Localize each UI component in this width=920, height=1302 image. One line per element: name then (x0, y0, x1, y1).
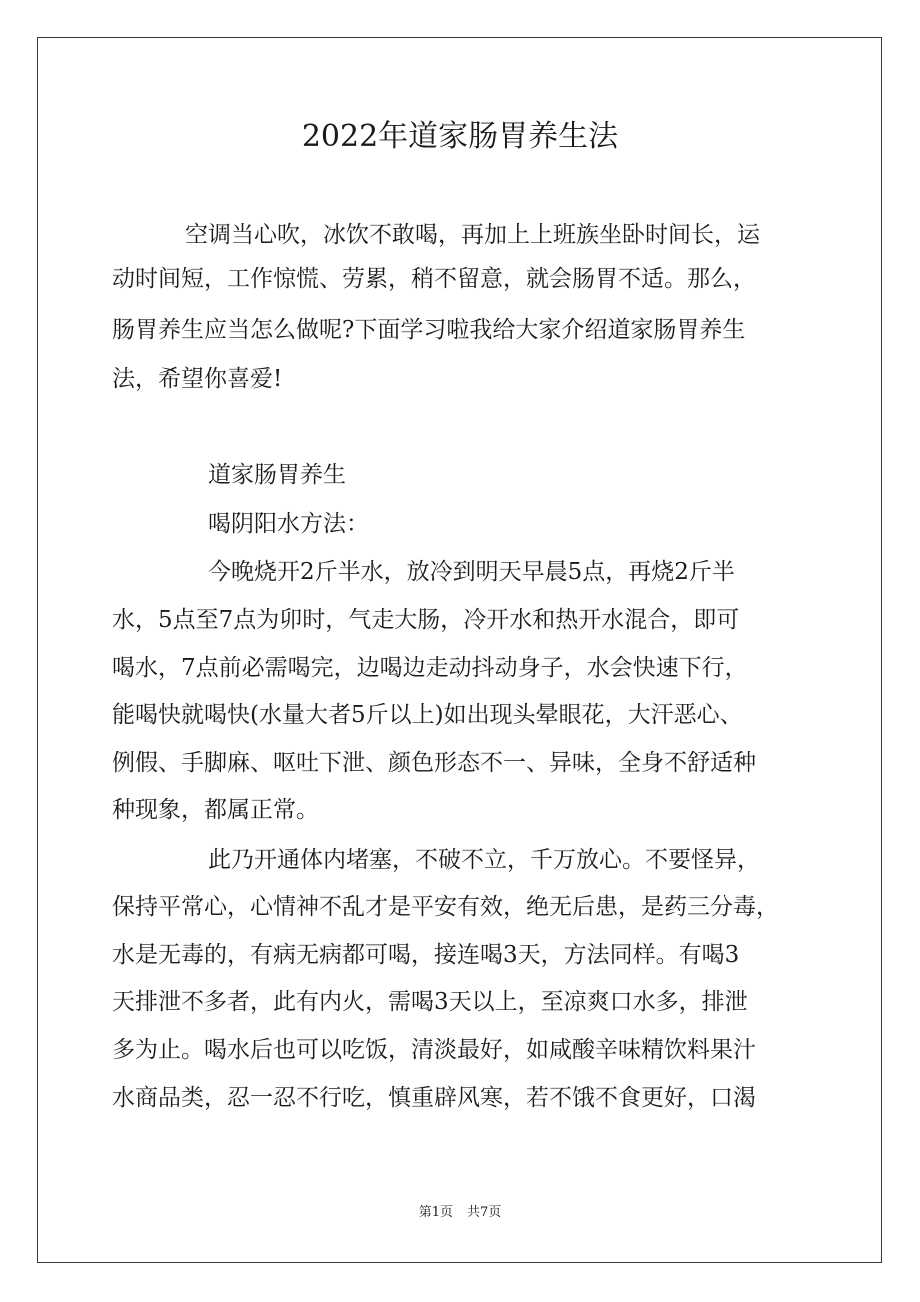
text-line: 例假、手脚麻、呕吐下泄、颜色形态不一、异味，全身不舒适种 (112, 750, 756, 776)
text-line: 动时间短，工作惊慌、劳累，稍不留意，就会肠胃不适。那么， (112, 266, 756, 292)
section-heading: 道家肠胃养生 (208, 462, 346, 488)
document-title: 2022年道家肠胃养生法 (301, 119, 619, 154)
page-total: 共7页 (467, 1205, 502, 1220)
page-footer (0, 1203, 920, 1223)
text-line: 保持平常心，心情神不乱才是平安有效，绝无后患，是药三分毒， (112, 894, 779, 920)
text-line: 此乃开通体内堵塞，不破不立，千万放心。不要怪异， (208, 847, 760, 873)
text-line: 肠胃养生应当怎么做呢?下面学习啦我给大家介绍道家肠胃养生 (112, 317, 746, 343)
page-number: 第1页 (418, 1205, 453, 1220)
text-line: 今晚烧开2斤半水，放冷到明天早晨5点，再烧2斤半 (208, 559, 735, 585)
subsection-heading: 喝阴阳水方法： (208, 511, 369, 537)
text-line: 水商品类，忍一忍不行吃，慎重辟风寒，若不饿不食更好，口渴 (112, 1085, 756, 1111)
text-line: 喝水，7点前必需喝完，边喝边走动抖动身子，水会快速下行， (112, 655, 748, 681)
text-line: 能喝快就喝快(水量大者5斤以上)如出现头晕眼花，大汗恶心、 (112, 702, 743, 728)
text-line: 种现象，都属正常。 (112, 797, 319, 823)
text-line: 水是无毒的，有病无病都可喝，接连喝3天，方法同样。有喝3 (112, 942, 740, 968)
text-line: 法，希望你喜爱! (112, 366, 283, 392)
text-line: 空调当心吹，冰饮不敢喝，再加上上班族坐卧时间长，运 (185, 222, 760, 248)
text-line: 水，5点至7点为卯时，气走大肠，冷开水和热开水混合，即可 (112, 607, 740, 633)
text-line: 天排泄不多者，此有内火，需喝3天以上，至凉爽口水多，排泄 (112, 989, 748, 1015)
text-line: 多为止。喝水后也可以吃饭，清淡最好，如咸酸辛味精饮料果汁 (112, 1037, 756, 1063)
